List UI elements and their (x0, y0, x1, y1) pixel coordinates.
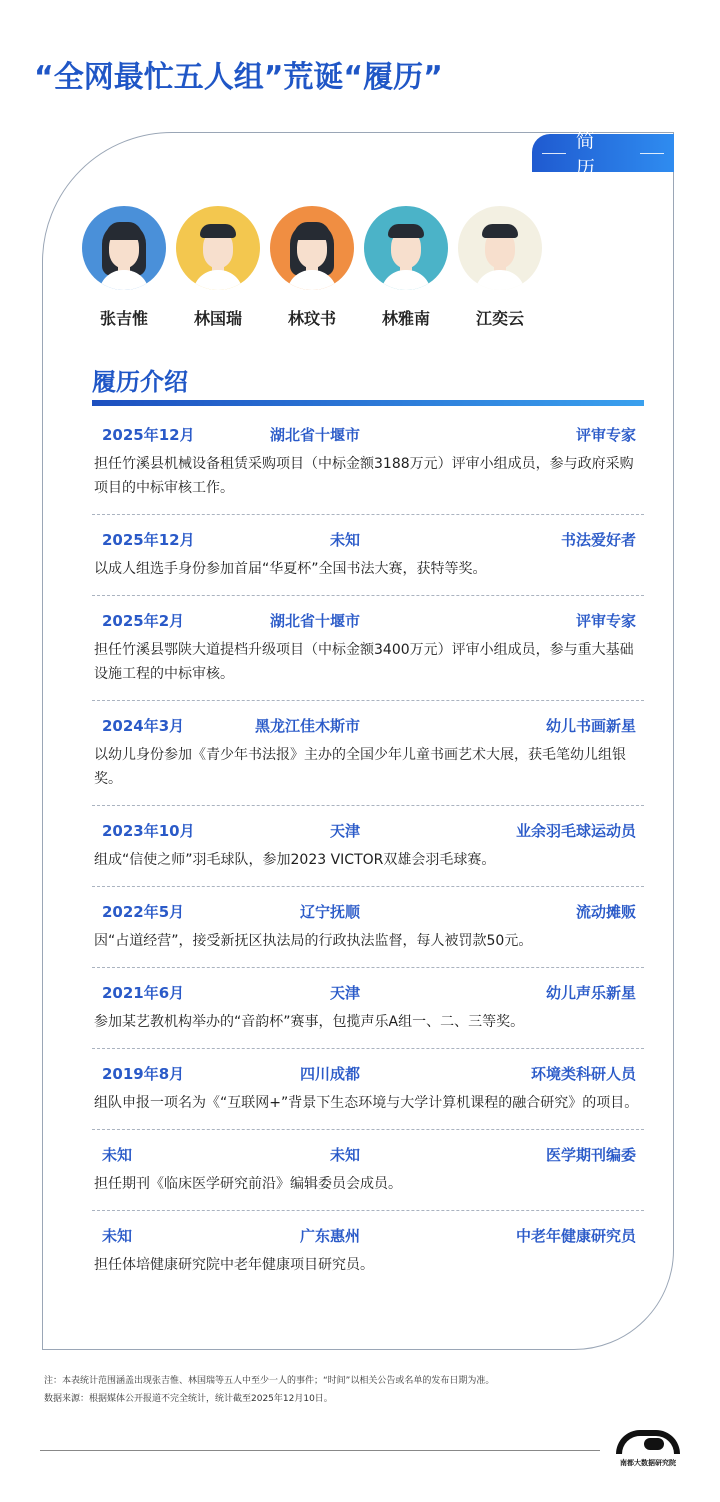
record-description: 参加某艺教机构举办的“音韵杯”赛事，包揽声乐A组一、二、三等奖。 (94, 1014, 525, 1030)
person-name: 江奕云 (475, 309, 524, 328)
avatar (364, 206, 448, 290)
person-name: 林雅南 (381, 309, 430, 328)
record-date: 2025年12月 (102, 426, 195, 444)
record-item (92, 1063, 644, 1130)
record-date: 2025年12月 (102, 531, 195, 549)
note-line-1: 注：本表统计范围涵盖出现张吉惟、林国瑞等五人中至少一人的事件；“时间”以相关公告或名单的发布日期为准。 (44, 1376, 495, 1386)
record-item (92, 901, 644, 968)
record-location: 黑龙江佳木斯市 (254, 717, 361, 735)
record-location: 辽宁抚顺 (299, 903, 361, 921)
record-description: 担任期刊《临床医学研究前沿》编辑委员会成员。 (94, 1176, 402, 1192)
record-role: 中老年健康研究员 (515, 1227, 636, 1245)
record-role: 评审专家 (575, 426, 636, 444)
record-item (92, 610, 644, 701)
record-location: 天津 (329, 984, 361, 1002)
section-divider (92, 400, 644, 406)
record-description: 组成“信使之师”羽毛球队，参加2023 VICTOR双雄会羽毛球赛。 (94, 852, 496, 868)
person-5 (456, 206, 544, 329)
tab-label: 简 历 (575, 130, 603, 179)
avatar (82, 206, 166, 290)
record-description: 组队申报一项名为《“互联网+”背景下生态环境与大学计算机课程的融合研究》的项目。 (94, 1095, 639, 1111)
note-line-2: 数据来源：根据媒体公开报道不完全统计，统计截至2025年12月10日。 (44, 1394, 333, 1404)
record-item (92, 529, 644, 596)
record-description: 担任竹溪县鄂陕大道提档升级项目（中标金额3400万元）评审小组成员，参与重大基础设施工程的中标审核。 (94, 642, 634, 682)
record-location: 湖北省十堰市 (269, 612, 361, 630)
record-date: 未知 (102, 1146, 133, 1164)
record-item (92, 715, 644, 806)
tab-line-left (542, 153, 566, 154)
avatar (176, 206, 260, 290)
person-name: 张吉惟 (99, 309, 148, 328)
resume-tab (532, 130, 674, 179)
record-role: 幼儿声乐新星 (545, 984, 636, 1002)
record-date: 2021年6月 (102, 984, 185, 1002)
record-role: 流动摊贩 (575, 903, 636, 921)
record-description: 担任竹溪县机械设备租赁采购项目（中标金额3188万元）评审小组成员，参与政府采购项目的中标审核工作。 (94, 456, 634, 496)
record-location: 湖北省十堰市 (269, 426, 361, 444)
record-date: 2024年3月 (102, 717, 185, 735)
tab-line-right (640, 153, 664, 154)
avatar-row (80, 206, 560, 336)
record-item (92, 982, 644, 1049)
record-date: 2022年5月 (102, 903, 185, 921)
person-3 (268, 206, 356, 329)
record-role: 医学期刊编委 (545, 1146, 636, 1164)
record-description: 担任体培健康研究院中老年健康项目研究员。 (94, 1257, 374, 1273)
record-location: 广东惠州 (299, 1227, 361, 1245)
record-item (92, 1225, 644, 1291)
person-2 (174, 206, 262, 329)
record-date: 2025年2月 (102, 612, 185, 630)
person-name: 林国瑞 (193, 309, 242, 328)
record-role: 评审专家 (575, 612, 636, 630)
record-list (92, 410, 644, 1291)
record-location: 四川成都 (299, 1065, 361, 1083)
person-4 (362, 206, 450, 329)
record-description: 以成人组选手身份参加首届“华夏杯”全国书法大赛，获特等奖。 (94, 561, 487, 577)
record-role: 业余羽毛球运动员 (515, 822, 636, 840)
record-description: 以幼儿身份参加《青少年书法报》主办的全国少年儿童书画艺术大展，获毛笔幼儿组银奖。 (94, 747, 626, 787)
logo-mark-icon (616, 1430, 680, 1454)
record-role: 环境类科研人员 (530, 1065, 636, 1083)
record-description: 因“占道经营”，接受新抚区执法局的行政执法监督，每人被罚款50元。 (94, 933, 533, 949)
record-item (92, 1144, 644, 1211)
record-location: 未知 (329, 1146, 361, 1164)
record-role: 书法爱好者 (560, 531, 636, 549)
avatar (270, 206, 354, 290)
avatar (458, 206, 542, 290)
record-location: 未知 (329, 531, 361, 549)
record-item (92, 820, 644, 887)
publisher-logo (612, 1430, 684, 1468)
record-item (92, 424, 644, 515)
record-date: 2023年10月 (102, 822, 195, 840)
page-title: “全网最忙五人组”荒诞“履历” (34, 60, 443, 95)
logo-text: 南都大数据研究院 (620, 1459, 676, 1467)
record-date: 2019年8月 (102, 1065, 185, 1083)
record-role: 幼儿书画新星 (545, 717, 636, 735)
record-date: 未知 (102, 1227, 133, 1245)
person-1 (80, 206, 168, 329)
record-location: 天津 (329, 822, 361, 840)
section-title: 履历介绍 (92, 368, 188, 396)
footer-divider (40, 1450, 600, 1451)
footnote (44, 1372, 494, 1408)
person-name: 林玟书 (287, 309, 336, 328)
